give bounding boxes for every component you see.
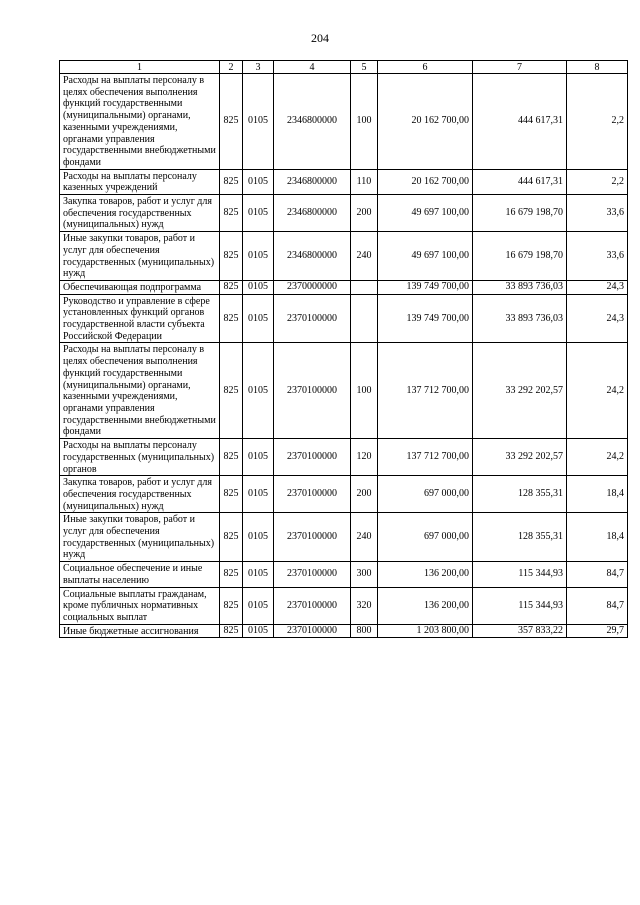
expense-name-cell: Расходы на выплаты персоналу в целях обеспечения выполнения функций государственными (муниципальными) органами, казенными учреждениями, органами управления государственными внебюджетными фондами <box>60 74 220 170</box>
expense-type-cell: 320 <box>351 587 378 624</box>
target-article-cell: 2370100000 <box>274 513 351 562</box>
target-article-cell: 2370100000 <box>274 294 351 343</box>
expense-name-cell: Иные закупки товаров, работ и услуг для обеспечения государственных (муниципальных) нужд <box>60 513 220 562</box>
ministry-code-cell: 825 <box>220 343 243 439</box>
expense-type-cell: 240 <box>351 232 378 281</box>
section-code-cell: 0105 <box>243 195 274 232</box>
target-article-cell: 2346800000 <box>274 74 351 170</box>
percent-cell: 2,2 <box>567 169 628 194</box>
executed-amount-cell: 115 344,93 <box>473 562 567 587</box>
target-article-cell: 2370100000 <box>274 439 351 476</box>
percent-cell: 18,4 <box>567 513 628 562</box>
expense-name-cell: Социальное обеспечение и иные выплаты населению <box>60 562 220 587</box>
ministry-code-cell: 825 <box>220 232 243 281</box>
table-row <box>60 562 628 587</box>
expense-name-cell: Руководство и управление в сфере установленных функций органов государственной власти субъекта Российской Федерации <box>60 294 220 343</box>
percent-cell: 33,6 <box>567 195 628 232</box>
table-row <box>60 513 628 562</box>
percent-cell: 24,3 <box>567 294 628 343</box>
percent-cell: 24,2 <box>567 343 628 439</box>
executed-amount-cell: 128 355,31 <box>473 513 567 562</box>
executed-amount-cell: 357 833,22 <box>473 624 567 638</box>
executed-amount-cell: 33 292 202,57 <box>473 439 567 476</box>
table-body <box>60 61 628 638</box>
column-number: 7 <box>473 61 567 74</box>
executed-amount-cell: 16 679 198,70 <box>473 195 567 232</box>
executed-amount-cell: 115 344,93 <box>473 587 567 624</box>
approved-amount-cell: 20 162 700,00 <box>378 169 473 194</box>
column-number-row <box>60 61 628 74</box>
expense-name-cell: Социальные выплаты гражданам, кроме публичных нормативных социальных выплат <box>60 587 220 624</box>
section-code-cell: 0105 <box>243 587 274 624</box>
expense-type-cell: 800 <box>351 624 378 638</box>
executed-amount-cell: 128 355,31 <box>473 476 567 513</box>
table-row <box>60 195 628 232</box>
approved-amount-cell: 137 712 700,00 <box>378 439 473 476</box>
column-number: 6 <box>378 61 473 74</box>
ministry-code-cell: 825 <box>220 513 243 562</box>
approved-amount-cell: 1 203 800,00 <box>378 624 473 638</box>
expense-type-cell <box>351 294 378 343</box>
percent-cell: 24,3 <box>567 280 628 294</box>
ministry-code-cell: 825 <box>220 169 243 194</box>
target-article-cell: 2370000000 <box>274 280 351 294</box>
table-row <box>60 232 628 281</box>
table-row <box>60 439 628 476</box>
approved-amount-cell: 136 200,00 <box>378 562 473 587</box>
section-code-cell: 0105 <box>243 74 274 170</box>
approved-amount-cell: 139 749 700,00 <box>378 280 473 294</box>
target-article-cell: 2370100000 <box>274 343 351 439</box>
column-number: 5 <box>351 61 378 74</box>
expense-name-cell: Обеспечивающая подпрограмма <box>60 280 220 294</box>
section-code-cell: 0105 <box>243 476 274 513</box>
percent-cell: 18,4 <box>567 476 628 513</box>
expense-type-cell: 110 <box>351 169 378 194</box>
percent-cell: 29,7 <box>567 624 628 638</box>
approved-amount-cell: 697 000,00 <box>378 513 473 562</box>
expense-type-cell: 200 <box>351 476 378 513</box>
expense-name-cell: Иные закупки товаров, работ и услуг для обеспечения государственных (муниципальных) нужд <box>60 232 220 281</box>
expense-name-cell: Расходы на выплаты персоналу в целях обеспечения выполнения функций государственными (муниципальными) органами, казенными учреждениями, органами управления государственными внебюджетными фондами <box>60 343 220 439</box>
section-code-cell: 0105 <box>243 169 274 194</box>
expense-type-cell: 300 <box>351 562 378 587</box>
ministry-code-cell: 825 <box>220 74 243 170</box>
section-code-cell: 0105 <box>243 343 274 439</box>
expense-name-cell: Закупка товаров, работ и услуг для обеспечения государственных (муниципальных) нужд <box>60 195 220 232</box>
executed-amount-cell: 16 679 198,70 <box>473 232 567 281</box>
percent-cell: 2,2 <box>567 74 628 170</box>
executed-amount-cell: 33 893 736,03 <box>473 294 567 343</box>
column-number: 8 <box>567 61 628 74</box>
budget-table <box>59 60 628 638</box>
section-code-cell: 0105 <box>243 439 274 476</box>
ministry-code-cell: 825 <box>220 476 243 513</box>
executed-amount-cell: 444 617,31 <box>473 169 567 194</box>
executed-amount-cell: 33 292 202,57 <box>473 343 567 439</box>
expense-type-cell: 100 <box>351 74 378 170</box>
expense-name-cell: Иные бюджетные ассигнования <box>60 624 220 638</box>
table-row <box>60 74 628 170</box>
percent-cell: 84,7 <box>567 562 628 587</box>
approved-amount-cell: 697 000,00 <box>378 476 473 513</box>
percent-cell: 24,2 <box>567 439 628 476</box>
section-code-cell: 0105 <box>243 232 274 281</box>
percent-cell: 84,7 <box>567 587 628 624</box>
column-number: 2 <box>220 61 243 74</box>
ministry-code-cell: 825 <box>220 624 243 638</box>
expense-type-cell: 100 <box>351 343 378 439</box>
target-article-cell: 2370100000 <box>274 562 351 587</box>
executed-amount-cell: 444 617,31 <box>473 74 567 170</box>
expense-name-cell: Расходы на выплаты персоналу казенных учреждений <box>60 169 220 194</box>
column-number: 3 <box>243 61 274 74</box>
ministry-code-cell: 825 <box>220 280 243 294</box>
approved-amount-cell: 136 200,00 <box>378 587 473 624</box>
target-article-cell: 2370100000 <box>274 476 351 513</box>
section-code-cell: 0105 <box>243 294 274 343</box>
section-code-cell: 0105 <box>243 513 274 562</box>
target-article-cell: 2346800000 <box>274 195 351 232</box>
approved-amount-cell: 137 712 700,00 <box>378 343 473 439</box>
section-code-cell: 0105 <box>243 280 274 294</box>
ministry-code-cell: 825 <box>220 439 243 476</box>
table-row <box>60 169 628 194</box>
approved-amount-cell: 49 697 100,00 <box>378 195 473 232</box>
expense-name-cell: Расходы на выплаты персоналу государственных (муниципальных) органов <box>60 439 220 476</box>
table-row <box>60 280 628 294</box>
column-number: 1 <box>60 61 220 74</box>
approved-amount-cell: 20 162 700,00 <box>378 74 473 170</box>
section-code-cell: 0105 <box>243 562 274 587</box>
section-code-cell: 0105 <box>243 624 274 638</box>
target-article-cell: 2346800000 <box>274 169 351 194</box>
target-article-cell: 2370100000 <box>274 587 351 624</box>
expense-type-cell: 120 <box>351 439 378 476</box>
expense-type-cell <box>351 280 378 294</box>
executed-amount-cell: 33 893 736,03 <box>473 280 567 294</box>
page-number: 204 <box>311 31 329 45</box>
target-article-cell: 2346800000 <box>274 232 351 281</box>
expense-type-cell: 240 <box>351 513 378 562</box>
ministry-code-cell: 825 <box>220 587 243 624</box>
approved-amount-cell: 49 697 100,00 <box>378 232 473 281</box>
table-row <box>60 587 628 624</box>
percent-cell: 33,6 <box>567 232 628 281</box>
table-row <box>60 476 628 513</box>
table-row <box>60 294 628 343</box>
ministry-code-cell: 825 <box>220 195 243 232</box>
table-row <box>60 343 628 439</box>
approved-amount-cell: 139 749 700,00 <box>378 294 473 343</box>
column-number: 4 <box>274 61 351 74</box>
expense-name-cell: Закупка товаров, работ и услуг для обеспечения государственных (муниципальных) нужд <box>60 476 220 513</box>
ministry-code-cell: 825 <box>220 562 243 587</box>
target-article-cell: 2370100000 <box>274 624 351 638</box>
ministry-code-cell: 825 <box>220 294 243 343</box>
table-row <box>60 624 628 638</box>
expense-type-cell: 200 <box>351 195 378 232</box>
